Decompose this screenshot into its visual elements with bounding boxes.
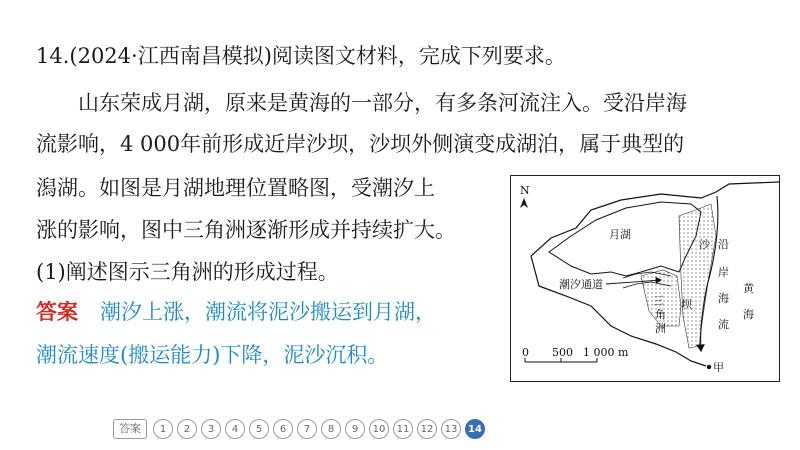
- point-jia-label: 甲: [713, 361, 724, 374]
- current-char-2: 岸: [718, 266, 729, 279]
- answer-line-2: 潮流速度(搬运能力)下降，泥沙沉积。: [36, 343, 389, 367]
- page-button-5[interactable]: 5: [249, 419, 269, 439]
- sandbar-char-2: 坝: [681, 298, 692, 311]
- page-navigator: [113, 418, 485, 440]
- lake-label: 月湖: [609, 228, 631, 241]
- paragraph-line-2: 流影响，4 000年前形成近岸沙坝，沙坝外侧演变成湖泊，属于典型的: [36, 132, 685, 156]
- north-label: N: [520, 184, 530, 197]
- page-button-10[interactable]: 10: [369, 419, 389, 439]
- page-button-2[interactable]: 2: [177, 419, 197, 439]
- page-button-4[interactable]: 4: [225, 419, 245, 439]
- page-button-9[interactable]: 9: [345, 419, 365, 439]
- page-button-3[interactable]: 3: [201, 419, 221, 439]
- paragraph-line-3: 潟湖。如图是月湖地理位置略图，受潮汐上: [36, 176, 435, 200]
- answer-text-1: 潮汐上涨，潮流将泥沙搬运到月湖，: [100, 300, 436, 324]
- scale-tick-1000: 1 000 m: [583, 346, 629, 359]
- paragraph-line-4: 涨的影响，图中三角洲逐渐形成并持续扩大。: [36, 218, 456, 242]
- sea-char-1: 黄: [743, 282, 754, 295]
- delta-char-3: 洲: [655, 322, 666, 335]
- answer-line-1: [36, 298, 436, 326]
- delta-char-2: 角: [655, 308, 666, 321]
- sea-char-2: 海: [743, 308, 754, 321]
- page-button-1[interactable]: 1: [153, 419, 173, 439]
- scale-tick-0: 0: [522, 346, 529, 359]
- current-char-3: 海: [718, 292, 729, 305]
- page-button-14[interactable]: 14: [465, 419, 485, 439]
- answer-button[interactable]: 答案: [113, 419, 147, 439]
- point-jia-marker: [707, 365, 711, 369]
- page-button-6[interactable]: 6: [273, 419, 293, 439]
- current-char-4: 流: [718, 318, 729, 331]
- page-button-12[interactable]: 12: [417, 419, 437, 439]
- page-button-7[interactable]: 7: [297, 419, 317, 439]
- page-button-8[interactable]: 8: [321, 419, 341, 439]
- paragraph-line-1: 山东荣成月湖，原来是黄海的一部分，有多条河流注入。受沿岸海: [78, 91, 687, 115]
- north-arrow-icon: [520, 198, 528, 208]
- sandbar-char-1: 沙: [699, 238, 710, 251]
- scale-tick-500: 500: [552, 346, 573, 359]
- sub-question: (1)阐述图示三角洲的形成过程。: [36, 260, 339, 284]
- question-header: 14.(2024·江西南昌模拟)阅读图文材料，完成下列要求。: [36, 44, 566, 68]
- coastline: [531, 182, 779, 256]
- sandbar: [679, 204, 716, 348]
- delta-char-1: 三: [653, 294, 664, 307]
- page-button-13[interactable]: 13: [441, 419, 461, 439]
- channel-label: 潮汐通道: [559, 278, 603, 291]
- page-button-11[interactable]: 11: [393, 419, 413, 439]
- current-char-1: 沿: [718, 238, 729, 251]
- answer-label: 答案: [36, 300, 78, 324]
- location-map: [510, 175, 780, 382]
